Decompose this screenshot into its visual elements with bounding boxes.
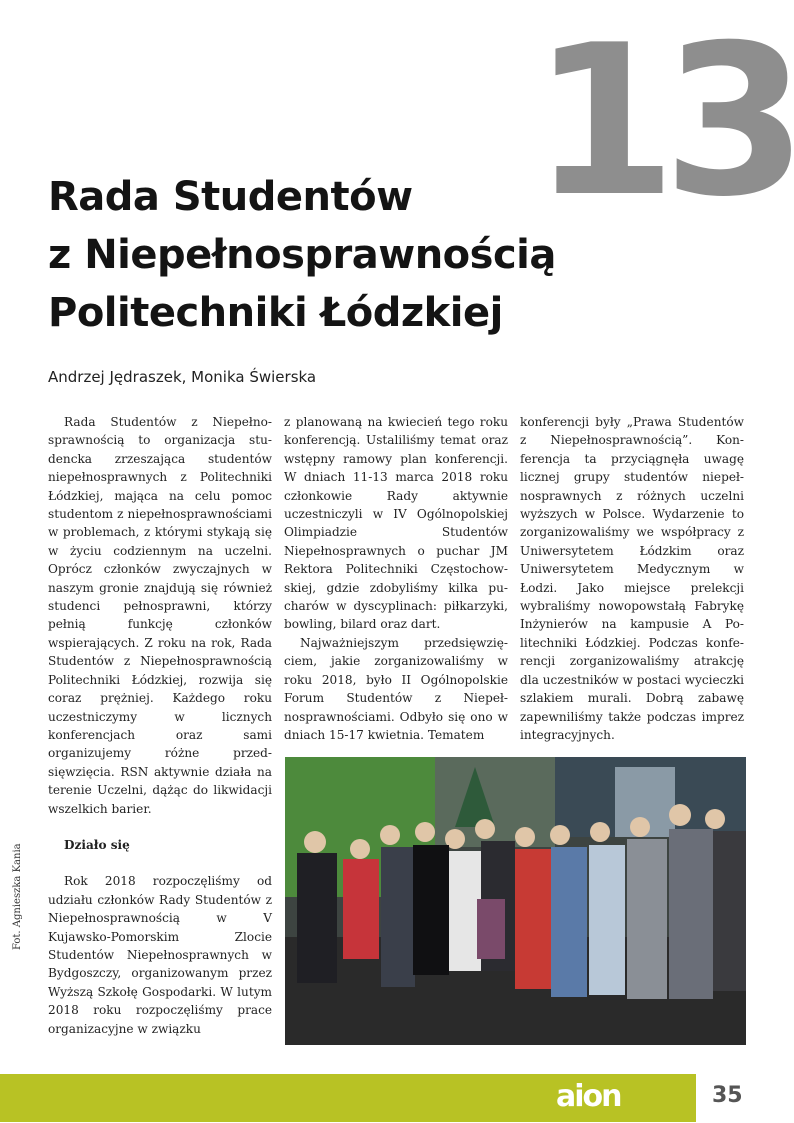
paragraph-intro: Rada Studentów z Niepełnosprawnością to organizacja studencka zrzeszająca studentów niepełnosprawnych z Politechniki Łódzkiej, mająca na celu pomoc studentom z niepełnosprawnościami w problemach, z którymi stykają się w życiu codziennym na uczelni. Oprócz członków zwyczajnych w naszym gronie znajdują się również studenci pełnosprawni, którzy pełnią funkcję członków wspierających. Z roku na rok, Rada Studentów z Niepełnosprawnością Politechniki Łódzkiej, rozwija się coraz prężniej. Każdego roku uczestniczymy w licznych konferencjach oraz sami organizujemy różne przedsięwzięcia. RSN aktywnie działa na terenie Uczelni, dążąc do likwidacji wszelkich barier. xyxy=(48,415,272,816)
photo-credit xyxy=(10,830,28,950)
title-line-1: Rada Studentów xyxy=(48,174,413,220)
group-photo-illustration xyxy=(285,757,746,1045)
title-line-3: Politechniki Łódzkiej xyxy=(48,290,503,336)
magazine-logo: aion xyxy=(556,1079,621,1114)
group-photo xyxy=(285,757,746,1045)
paragraph-2018: Rok 2018 rozpoczęliśmy od udziału członków Rady Studentów z Niepełnosprawnością w V Kujawsko-Pomorskim Zlocie Studentów Niepełnosprawnych w Bydgoszczy, organizowanym przez Wyższą Szkołę Gospodarki. W lutym 2018 roku rozpoczęliśmy prace organizacyjne w związku xyxy=(48,874,272,1036)
article-number: 13 xyxy=(532,1,794,243)
paragraph-conference-topic: konferencji były „Prawa Studentów z Niepełnosprawnością”. Konferencja ta przyciągnęła uwagę licznej grupy studentów niepełnosprawnych z różnych uczelni wyższych w Polsce. Wydarzenie to zorganizowaliśmy we współpracy z Uniwersytetem Łódzkim oraz Uniwersytetem Medycznym w Łodzi. Jako miejsce prelekcji wybraliśmy nowopowstałą Fabrykę Inżynierów na kampusie A Politechniki Łódzkiej. Podczas konferencji zorganizowaliśmy atrakcję dla uczestników w postaci wycieczki szlakiem murali. Dobrą zabawę zapewniliśmy także podczas imprez integracyjnych. xyxy=(520,415,744,742)
article-title xyxy=(48,168,688,342)
authors-byline: Andrzej Jędraszek, Monika Świerska xyxy=(48,368,317,386)
paragraph-conference-plan: z planowaną na kwiecień tego roku konferencją. Ustaliliśmy temat oraz wstępny ramowy plan konferencji. W dniach 11-13 marca 2018 roku członkowie Rady aktywnie uczestniczyli w IV Ogólnopolskiej Olimpiadzie Studentów Niepełnosprawnych o puchar JM Rektora Politechniki Częstochowskiej, gdzie zdobyliśmy kilka pucharów w dyscyplinach: piłkarzyki, bowling, bilard oraz dart. xyxy=(284,415,508,632)
subheading: Działo się xyxy=(64,837,130,852)
text-column-2 xyxy=(284,413,508,744)
title-line-2: z Niepełnosprawnością xyxy=(48,232,556,278)
page-number: 35 xyxy=(712,1083,743,1108)
photo-credit-text: Fot. Agnieszka Kania xyxy=(12,843,23,950)
paragraph-forum: Najważniejszym przedsięwzięciem, jakie zorganizowaliśmy w roku 2018, było II Ogólnopolskie Forum Studentów z Niepełnosprawnościami. Odbyło się ono w dniach 15-17 kwietnia. Tematem xyxy=(284,635,508,742)
text-column-3 xyxy=(520,413,744,744)
text-column-1 xyxy=(48,413,272,1038)
